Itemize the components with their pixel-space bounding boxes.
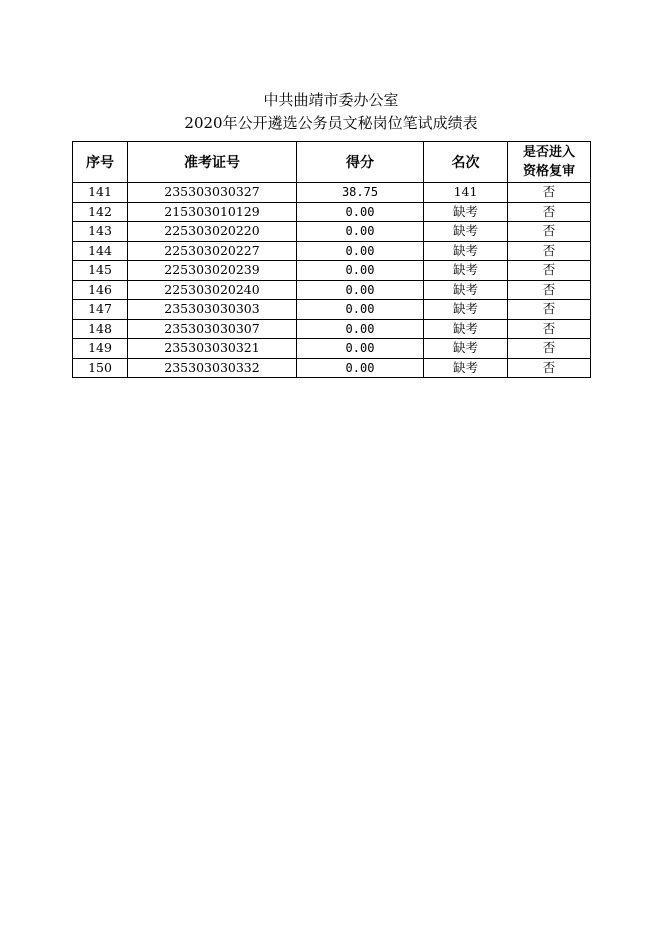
table-row bbox=[73, 261, 591, 281]
cell-advance: 否 bbox=[508, 300, 591, 320]
column-header-rank: 名次 bbox=[424, 142, 508, 183]
cell-score: 0.00 bbox=[297, 319, 424, 339]
table-row bbox=[73, 300, 591, 320]
cell-rank: 缺考 bbox=[424, 339, 508, 359]
cell-score: 0.00 bbox=[297, 358, 424, 378]
cell-number: 142 bbox=[73, 202, 128, 222]
document-subtitle: 2020年公开遴选公务员文秘岗位笔试成绩表 bbox=[184, 114, 478, 132]
cell-exam-id: 225303020227 bbox=[128, 241, 297, 261]
cell-advance: 否 bbox=[508, 222, 591, 242]
cell-advance: 否 bbox=[508, 319, 591, 339]
score-table bbox=[72, 141, 591, 378]
cell-rank: 缺考 bbox=[424, 300, 508, 320]
cell-score: 0.00 bbox=[297, 280, 424, 300]
cell-rank: 141 bbox=[424, 183, 508, 203]
column-header-exam-id: 准考证号 bbox=[128, 142, 297, 183]
table-row bbox=[73, 358, 591, 378]
table-row bbox=[73, 319, 591, 339]
cell-exam-id: 235303030332 bbox=[128, 358, 297, 378]
cell-rank: 缺考 bbox=[424, 222, 508, 242]
cell-exam-id: 225303020239 bbox=[128, 261, 297, 281]
table-row bbox=[73, 339, 591, 359]
cell-score: 38.75 bbox=[297, 183, 424, 203]
document-title: 中共曲靖市委办公室 bbox=[263, 91, 399, 109]
cell-advance: 否 bbox=[508, 183, 591, 203]
cell-score: 0.00 bbox=[297, 241, 424, 261]
cell-score: 0.00 bbox=[297, 339, 424, 359]
cell-number: 150 bbox=[73, 358, 128, 378]
table-row bbox=[73, 241, 591, 261]
table-row bbox=[73, 202, 591, 222]
cell-score: 0.00 bbox=[297, 202, 424, 222]
cell-score: 0.00 bbox=[297, 261, 424, 281]
cell-exam-id: 225303020220 bbox=[128, 222, 297, 242]
cell-score: 0.00 bbox=[297, 222, 424, 242]
cell-number: 146 bbox=[73, 280, 128, 300]
column-header-score: 得分 bbox=[297, 142, 424, 183]
cell-advance: 否 bbox=[508, 280, 591, 300]
cell-exam-id: 235303030327 bbox=[128, 183, 297, 203]
cell-exam-id: 215303010129 bbox=[128, 202, 297, 222]
cell-rank: 缺考 bbox=[424, 319, 508, 339]
column-header-advance-line2: 资格复审 bbox=[522, 164, 575, 179]
cell-number: 144 bbox=[73, 241, 128, 261]
cell-rank: 缺考 bbox=[424, 358, 508, 378]
cell-advance: 否 bbox=[508, 358, 591, 378]
cell-exam-id: 235303030307 bbox=[128, 319, 297, 339]
cell-number: 145 bbox=[73, 261, 128, 281]
table-row bbox=[73, 222, 591, 242]
table-row bbox=[73, 280, 591, 300]
cell-score: 0.00 bbox=[297, 300, 424, 320]
cell-advance: 否 bbox=[508, 202, 591, 222]
column-header-advance-line1: 是否进入 bbox=[522, 145, 575, 160]
cell-rank: 缺考 bbox=[424, 202, 508, 222]
cell-number: 147 bbox=[73, 300, 128, 320]
cell-exam-id: 225303020240 bbox=[128, 280, 297, 300]
cell-advance: 否 bbox=[508, 339, 591, 359]
table-header-row bbox=[73, 142, 591, 183]
cell-exam-id: 235303030303 bbox=[128, 300, 297, 320]
cell-rank: 缺考 bbox=[424, 261, 508, 281]
column-header-advance bbox=[508, 142, 591, 183]
cell-exam-id: 235303030321 bbox=[128, 339, 297, 359]
table-row bbox=[73, 183, 591, 203]
cell-rank: 缺考 bbox=[424, 280, 508, 300]
cell-rank: 缺考 bbox=[424, 241, 508, 261]
cell-number: 149 bbox=[73, 339, 128, 359]
cell-advance: 否 bbox=[508, 261, 591, 281]
cell-advance: 否 bbox=[508, 241, 591, 261]
cell-number: 148 bbox=[73, 319, 128, 339]
cell-number: 141 bbox=[73, 183, 128, 203]
column-header-number: 序号 bbox=[73, 142, 128, 183]
cell-number: 143 bbox=[73, 222, 128, 242]
